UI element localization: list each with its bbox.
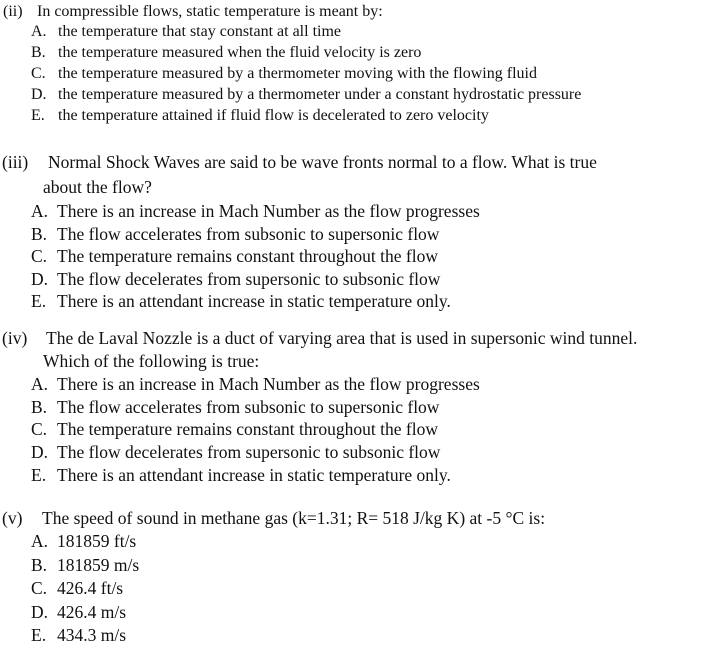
question-iv [0, 327, 704, 486]
option-e[interactable] [0, 624, 704, 648]
question-v [0, 506, 704, 648]
option-text: the temperature measured by a thermometer moving with the flowing fluid [58, 65, 537, 82]
option-a[interactable] [0, 200, 704, 223]
question-text: The speed of sound in methane gas (k=1.31; R= 518 J/kg K) at -5 °C is: [42, 508, 546, 528]
option-letter: D. [31, 442, 49, 463]
option-letter: A. [31, 374, 49, 394]
option-c[interactable] [0, 577, 704, 601]
option-text: There is an increase in Mach Number as the flow progresses [57, 374, 480, 394]
question-number: (iv) [2, 328, 28, 348]
option-text: The temperature remains constant throughout the flow [57, 246, 438, 267]
option-e[interactable] [0, 290, 704, 313]
option-letter: A. [31, 23, 47, 40]
option-letter: C. [31, 65, 46, 82]
option-letter: E. [31, 107, 45, 124]
question-stem-continued [0, 175, 704, 200]
option-text: 181859 m/s [57, 554, 140, 575]
question-iii [0, 150, 704, 313]
option-text: The flow accelerates from subsonic to supersonic flow [57, 223, 440, 244]
option-text: 181859 ft/s [57, 531, 137, 551]
option-text: The temperature remains constant throughout the flow [57, 419, 438, 440]
option-a[interactable] [0, 373, 704, 396]
option-e[interactable] [0, 105, 704, 126]
option-letter: B. [31, 223, 48, 244]
option-letter: B. [31, 554, 48, 575]
question-text: In compressible flows, static temperature is meant by: [37, 3, 383, 20]
option-text: 426.4 m/s [57, 601, 127, 622]
question-stem [0, 150, 704, 175]
option-letter: E. [31, 291, 47, 312]
option-letter: B. [31, 396, 48, 417]
option-text: the temperature measured by a thermometer under a constant hydrostatic pressure [58, 86, 582, 103]
option-a[interactable] [0, 530, 704, 554]
option-letter: C. [31, 246, 48, 267]
option-b[interactable] [0, 223, 704, 246]
option-b[interactable] [0, 42, 704, 63]
option-text: the temperature measured when the fluid velocity is zero [58, 44, 422, 61]
option-a[interactable] [0, 21, 704, 42]
question-ii [0, 2, 704, 126]
question-text: Which of the following is true: [43, 351, 260, 371]
option-text: There is an attendant increase in static temperature only. [57, 464, 451, 485]
option-text: 434.3 m/s [57, 625, 127, 645]
question-number: (ii) [3, 3, 23, 20]
question-text: about the flow? [43, 177, 152, 197]
option-letter: D. [31, 268, 49, 289]
option-text: There is an attendant increase in static temperature only. [57, 291, 451, 312]
option-d[interactable] [0, 268, 704, 291]
option-letter: E. [31, 464, 47, 485]
option-c[interactable] [0, 63, 704, 84]
option-text: 426.4 ft/s [57, 578, 124, 598]
option-d[interactable] [0, 441, 704, 464]
option-text: The flow decelerates from supersonic to subsonic flow [57, 442, 441, 463]
option-text: The flow accelerates from subsonic to supersonic flow [57, 396, 440, 417]
option-letter: A. [31, 201, 49, 221]
option-c[interactable] [0, 418, 704, 441]
option-e[interactable] [0, 464, 704, 487]
question-text: The de Laval Nozzle is a duct of varying area that is used in supersonic wind tunnel. [46, 328, 638, 348]
option-c[interactable] [0, 245, 704, 268]
option-text: the temperature attained if fluid flow is decelerated to zero velocity [58, 107, 489, 124]
option-d[interactable] [0, 84, 704, 105]
option-b[interactable] [0, 396, 704, 419]
option-letter: D. [31, 601, 49, 622]
question-number: (iii) [2, 152, 29, 172]
option-letter: B. [31, 44, 46, 61]
question-stem [0, 506, 704, 530]
option-text: the temperature that stay constant at all time [58, 23, 342, 40]
question-stem [0, 327, 704, 350]
question-number: (v) [2, 508, 23, 528]
option-d[interactable] [0, 601, 704, 625]
question-text: Normal Shock Waves are said to be wave fronts normal to a flow. What is true [48, 152, 597, 172]
option-text: The flow decelerates from supersonic to subsonic flow [57, 268, 441, 289]
option-letter: D. [31, 86, 47, 103]
option-letter: E. [31, 625, 47, 645]
option-b[interactable] [0, 554, 704, 578]
option-letter: C. [31, 578, 48, 598]
question-stem-continued [0, 350, 704, 373]
option-letter: C. [31, 419, 48, 440]
option-letter: A. [31, 531, 49, 551]
option-text: There is an increase in Mach Number as the flow progresses [57, 201, 480, 221]
question-stem [0, 2, 704, 21]
